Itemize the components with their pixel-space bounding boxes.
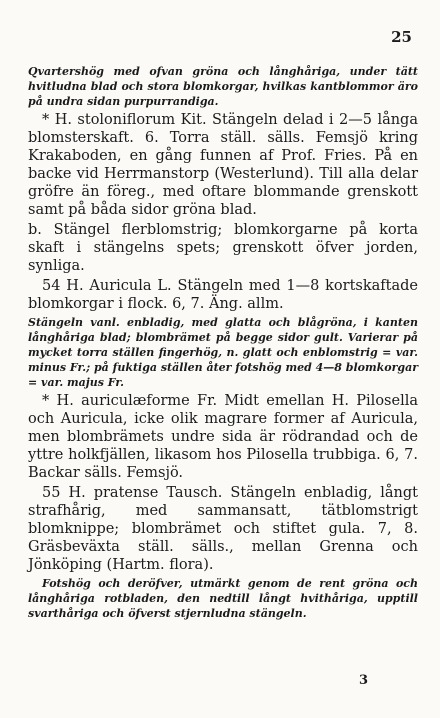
paragraph-description: Qvartershög med ofvan gröna och långhåriga, under tätt hvitludna blad och stora blomkorgar, hvilkas kantblommor äro på undra sidan purpurrandiga.	[28, 65, 418, 108]
paragraph-auricula-note: Stängeln vanl. enbladig, med glatta och blågröna, i kanten långhåriga blad; blombrämet på begge sidor gult. Varierar på mycket torra ställen fingerhög, n. glatt och enblomstrig = var. minus Fr.; på fuktiga ställen åter fotshög med 4—8 blomkorgar = var. majus Fr.	[28, 316, 418, 389]
book-page	[28, 28, 418, 698]
paragraph-auriculaeforme: * H. auriculæforme Fr. Midt emellan H. Pilosella och Auricula, icke olik magrare former af Auricula, men blombrämets undre sida är rödrandad och de yttre holkfjällen, likasom hos Pilosella trubbiga. 6, 7. Backar sälls. Femsjö.	[28, 393, 418, 481]
paragraph-stoloniflorum: * H. stoloniflorum Kit. Stängeln delad i 2—5 långa blomsterskaft. 6. Torra ställ. sälls. Femsjö kring Krakaboden, en gång funnen af Prof. Fries. På en backe vid Herrmanstorp (Westerlund). Till alla delar gröfre än föreg., med oftare blommande grenskott samt på båda sidor gröna blad.	[28, 112, 418, 218]
printer-signature: 3	[358, 673, 368, 688]
paragraph-section-b: b. Stängel flerblomstrig; blomkorgarne på korta skaft i stängelns spets; grenskott öfver jorden, synliga.	[28, 222, 418, 274]
text-block	[28, 64, 418, 623]
paragraph-auricula: 54 H. Auricula L. Stängeln med 1—8 kortskaftade blomkorgar i flock. 6, 7. Äng. allm.	[28, 278, 418, 312]
page-number: 25	[391, 28, 412, 46]
paragraph-pratense: 55 H. pratense Tausch. Stängeln enbladig, långt strafhårig, med sammansatt, tätblomstrigt blomknippe; blombrämet och stiftet gula. 7, 8. Gräsbeväxta ställ. sälls., mellan Grenna och Jönköping (Hartm. flora).	[28, 485, 418, 573]
paragraph-pratense-note: Fotshög och deröfver, utmärkt genom de rent gröna och långhåriga rotbladen, den nedtill långt hvithåriga, upptill svarthåriga och öfverst stjernludna stängeln.	[28, 577, 418, 620]
